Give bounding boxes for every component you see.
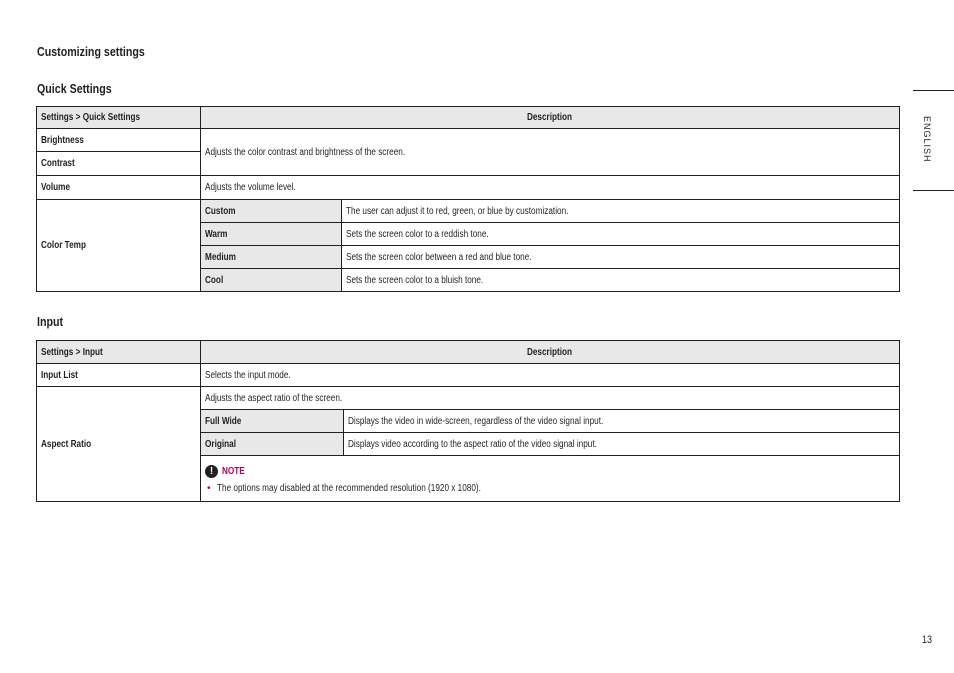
quick-settings-table: [36, 106, 900, 292]
warning-icon: !: [205, 465, 218, 478]
aspect-option-desc: Displays video according to the aspect ratio of the video signal input.: [344, 433, 900, 456]
bullet-icon: •: [207, 482, 211, 494]
side-tab-top-rule: [913, 90, 954, 91]
aspect-ratio-label: Aspect Ratio: [37, 387, 201, 502]
note-header: [205, 463, 895, 479]
note-text: The options may disabled at the recommended resolution (1920 x 1080).: [216, 482, 481, 494]
color-temp-option-name: Cool: [201, 269, 342, 292]
input-list-desc: Selects the input mode.: [201, 364, 900, 387]
qs-col2-header: Description: [201, 107, 900, 129]
input-list-label: Input List: [37, 364, 201, 387]
brightness-label: Brightness: [37, 129, 201, 152]
aspect-option-name: Full Wide: [201, 410, 344, 433]
note-item: [205, 479, 895, 497]
aspect-option-desc: Displays the video in wide-screen, regardless of the video signal input.: [344, 410, 900, 433]
input-heading: Input: [37, 314, 64, 329]
aspect-ratio-desc: Adjusts the aspect ratio of the screen.: [201, 387, 900, 410]
color-temp-option-desc: Sets the screen color to a reddish tone.: [342, 223, 900, 246]
page-number: 13: [922, 634, 933, 646]
side-tab-bottom-rule: [913, 190, 954, 191]
color-temp-option-name: Medium: [201, 246, 342, 269]
color-temp-option-name: Custom: [201, 200, 342, 223]
qs-col1-header: Settings > Quick Settings: [37, 107, 201, 129]
color-temp-option-desc: Sets the screen color between a red and blue tone.: [342, 246, 900, 269]
volume-desc: Adjusts the volume level.: [201, 176, 900, 200]
brightness-contrast-desc: Adjusts the color contrast and brightness of the screen.: [201, 129, 900, 176]
contrast-label: Contrast: [37, 152, 201, 176]
color-temp-option-desc: Sets the screen color to a bluish tone.: [342, 269, 900, 292]
color-temp-label: Color Temp: [37, 200, 201, 292]
input-col2-header: Description: [201, 341, 900, 364]
page-title: Customizing settings: [37, 44, 145, 59]
note-label: NOTE: [222, 465, 245, 477]
note-cell: [201, 456, 900, 502]
language-tab: ENGLISH: [922, 116, 932, 163]
color-temp-option-desc: The user can adjust it to red, green, or blue by customization.: [342, 200, 900, 223]
input-col1-header: Settings > Input: [37, 341, 201, 364]
color-temp-option-name: Warm: [201, 223, 342, 246]
volume-label: Volume: [37, 176, 201, 200]
aspect-option-name: Original: [201, 433, 344, 456]
input-table: [36, 340, 900, 502]
quick-settings-heading: Quick Settings: [37, 81, 112, 96]
